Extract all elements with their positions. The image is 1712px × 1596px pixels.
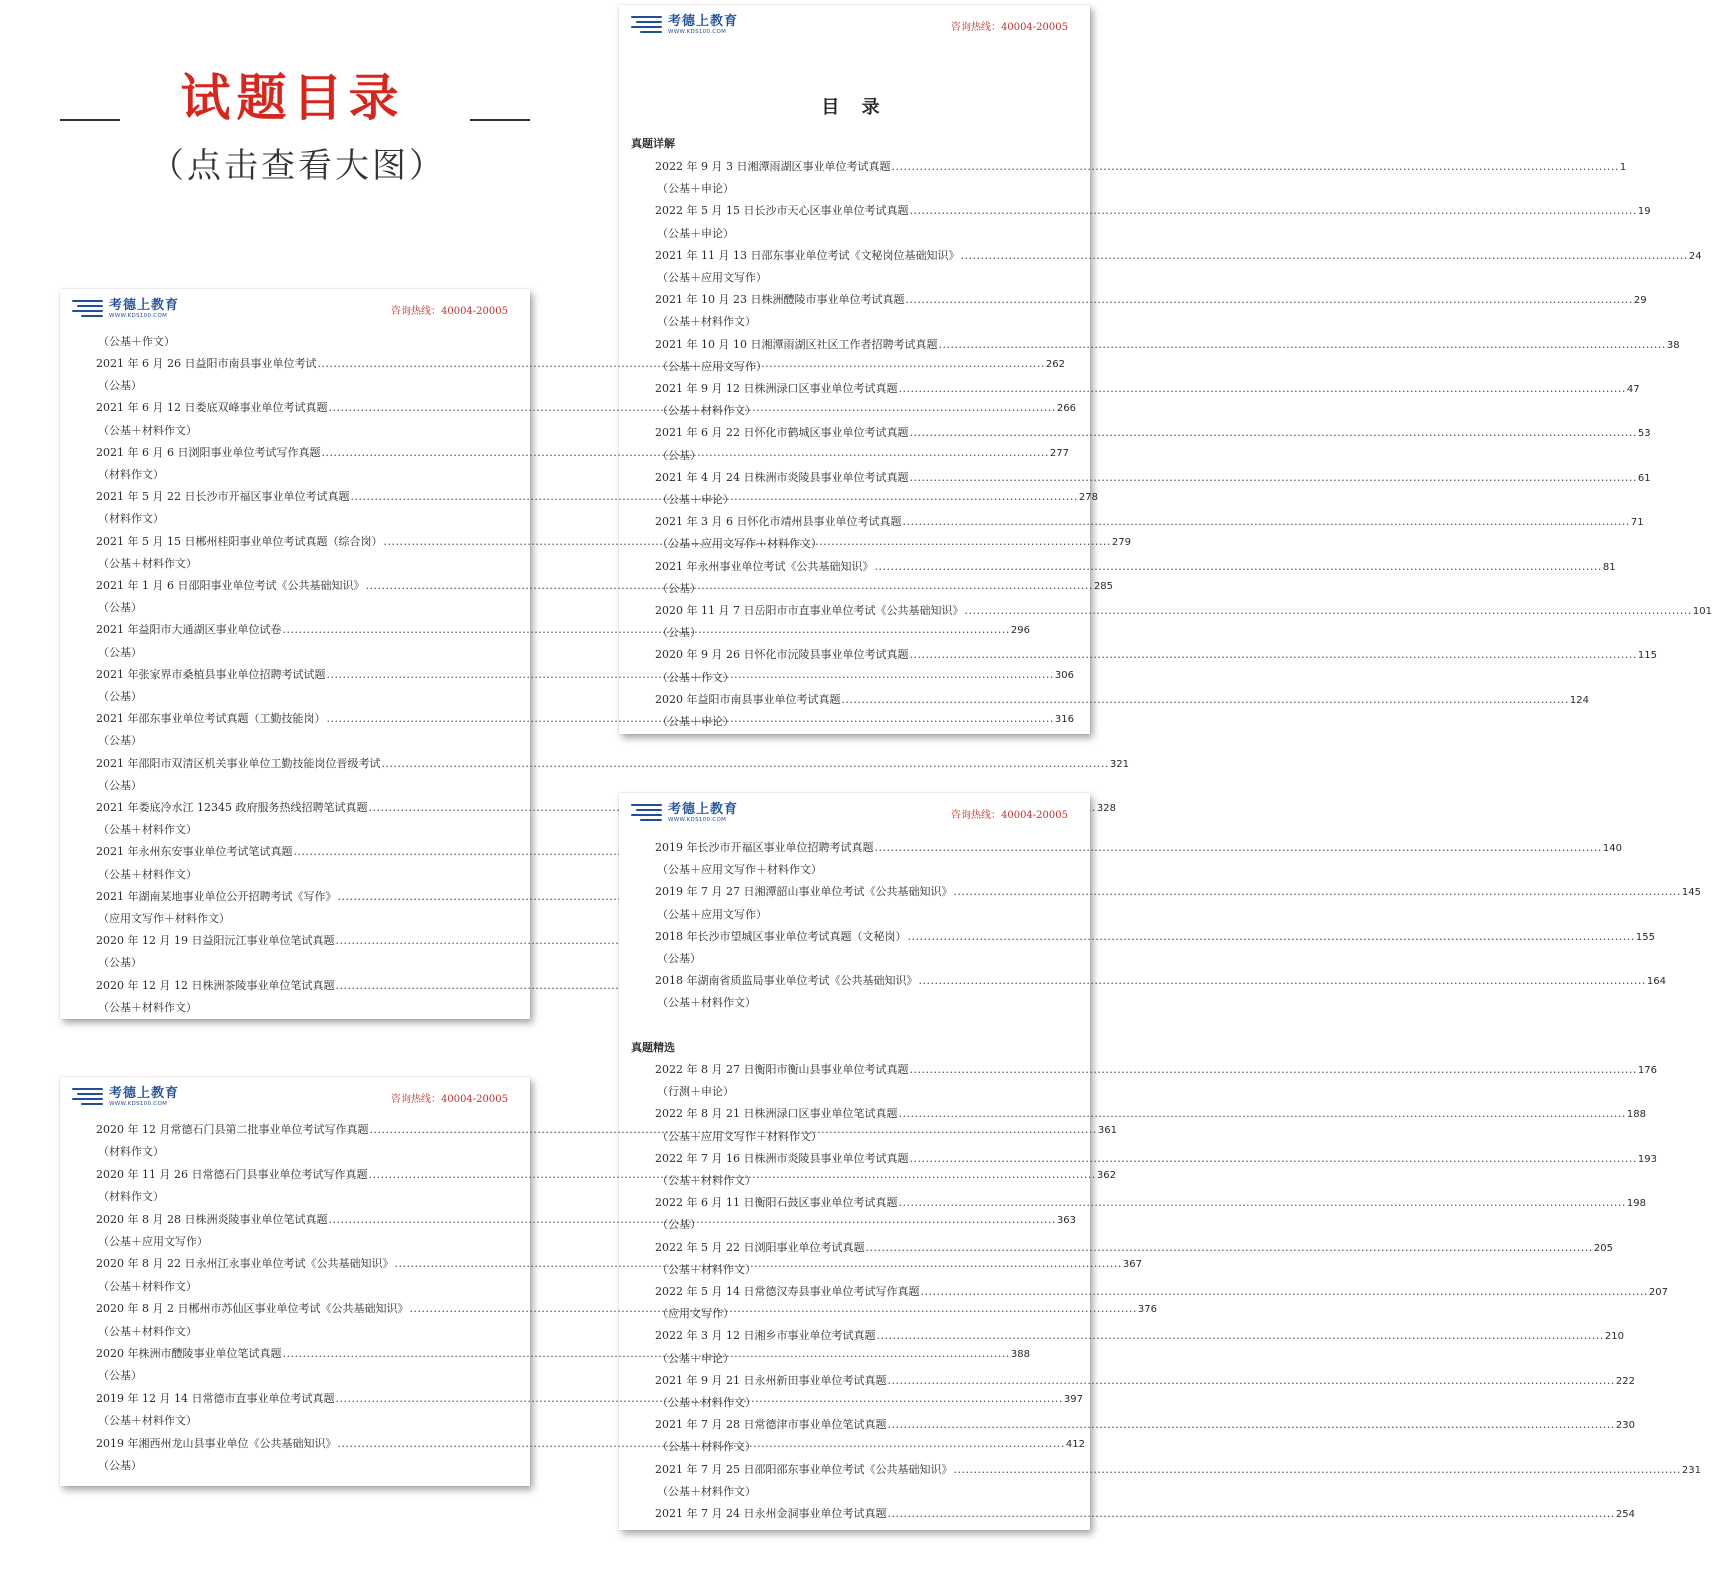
brand-url: WWW.KDS100.COM	[668, 29, 727, 36]
toc-entry-page: 362	[1096, 1169, 1116, 1181]
hero-title: 试题目录	[180, 69, 405, 127]
leader-dots	[938, 338, 1665, 351]
toc-entry-title: 2021 年 6 月 26 日益阳市南县事业单位考试	[96, 357, 317, 370]
toc-entry-page: 222	[1615, 1375, 1635, 1387]
toc-entry-page: 397	[1063, 1393, 1083, 1405]
toc-note: （公基＋材料作文）	[657, 1484, 756, 1498]
toc-entry[interactable]	[655, 513, 1644, 535]
toc-entry[interactable]	[655, 1416, 1635, 1438]
toc-note: （材料作文）	[98, 1145, 164, 1159]
toc-note: （公基）	[657, 626, 701, 640]
toc-entry-page: 412	[1065, 1438, 1085, 1450]
toc-entry-title: 2019 年 12 月 14 日常德市直事业单位考试真题	[96, 1391, 335, 1405]
toc-entry[interactable]	[655, 691, 1589, 713]
hero-rule-right	[470, 119, 530, 121]
leader-dots	[960, 249, 1687, 262]
brand-url: WWW.KDS100.COM	[668, 817, 727, 824]
leader-dots	[394, 1257, 1121, 1270]
toc-note: （公基＋材料作文）	[657, 315, 756, 329]
toc-note: （公基＋申论）	[657, 226, 734, 240]
leader-dots	[905, 293, 1632, 306]
toc-entry[interactable]	[96, 932, 510, 954]
toc-note: （公基＋应用文写作＋材料作文）	[657, 537, 822, 551]
toc-entry-page: 285	[1093, 581, 1113, 592]
toc-entry[interactable]	[655, 380, 1640, 402]
brand-name: 考德上教育	[109, 1086, 180, 1102]
toc-entry-title: 2018 年湖南省质监局事业单位考试《公共基础知识》	[655, 974, 918, 988]
toc-entry-page: 47	[1626, 384, 1640, 395]
toc-note: （公基＋材料作文）	[657, 404, 756, 418]
toc-note: （公基＋申论）	[657, 493, 734, 506]
toc-note: （公基）	[98, 956, 142, 970]
toc-entry-page: 207	[1648, 1287, 1668, 1298]
toc-entry[interactable]	[655, 839, 1622, 861]
toc-entry[interactable]	[655, 1372, 1635, 1394]
toc-entry-title: 2021 年邵东事业单位考试真题（工勤技能岗）	[96, 712, 326, 726]
toc-entry[interactable]	[655, 469, 1651, 491]
toc-entry[interactable]	[655, 602, 1712, 624]
toc-note: （公基＋材料作文）	[98, 556, 197, 570]
toc-entry-page: 367	[1122, 1259, 1142, 1271]
toc-entry[interactable]	[655, 928, 1655, 950]
leader-dots	[321, 446, 1048, 459]
toc-entry-title: 2021 年 5 月 22 日长沙市开福区事业单位考试真题	[96, 490, 350, 504]
brand-url: WWW.KDS100.COM	[109, 1101, 168, 1108]
page-heading: 目 录	[821, 97, 888, 118]
toc-entry-title: 2020 年 8 月 22 日永州江永事业单位考试《公共基础知识》	[96, 1257, 394, 1271]
leader-dots	[887, 1507, 1614, 1520]
toc-entry[interactable]	[96, 843, 510, 865]
toc-entry-page: 176	[1637, 1065, 1657, 1076]
leader-dots	[875, 560, 1602, 573]
toc-entry-title: 2021 年 7 月 28 日常德津市事业单位笔试真题	[655, 1418, 887, 1432]
toc-entry[interactable]	[655, 1061, 1657, 1083]
toc-entry-page: 38	[1666, 339, 1680, 351]
toc-entry-page: 140	[1602, 843, 1622, 854]
leader-dots	[964, 604, 1691, 617]
toc-entry-page: 262	[1045, 359, 1065, 370]
toc-entry[interactable]	[96, 755, 1129, 777]
leader-dots	[920, 1285, 1647, 1298]
toc-entry-page: 115	[1637, 650, 1657, 662]
toc-entry-title: 2021 年 9 月 12 日株洲渌口区事业单位考试真题	[655, 382, 898, 395]
brand-url: WWW.KDS100.COM	[109, 313, 168, 320]
toc-entry-page: 278	[1078, 492, 1098, 504]
toc-note: （公基＋材料作文）	[657, 1396, 756, 1409]
section-title: 真题精选	[631, 1041, 675, 1054]
toc-entry-title: 2020 年 9 月 26 日怀化市沅陵县事业单位考试真题	[655, 648, 909, 662]
toc-entry-page: 361	[1097, 1125, 1117, 1136]
toc-note: （公基＋应用文写作）	[98, 1235, 208, 1248]
toc-entry[interactable]	[655, 424, 1651, 446]
toc-entry-page: 53	[1637, 428, 1651, 440]
toc-entry-title: 2021 年 5 月 15 日郴州桂阳事业单位考试真题（综合岗）	[96, 534, 383, 548]
toc-entry[interactable]	[655, 1461, 1701, 1483]
leader-dots	[327, 712, 1054, 725]
toc-entry-title: 2021 年 11 月 13 日邵东事业单位考试《文秘岗位基础知识》	[655, 248, 960, 262]
toc-entry-title: 2021 年 3 月 6 日怀化市靖州县事业单位考试真题	[655, 515, 902, 529]
leader-dots	[409, 1302, 1136, 1315]
toc-entry-title: 2020 年 12 月常德石门县第二批事业单位考试写作真题	[96, 1123, 369, 1136]
brand-name: 考德上教育	[668, 14, 739, 30]
toc-entry-page: 210	[1604, 1331, 1624, 1343]
toc-entry-title: 2021 年 4 月 24 日株洲市炎陵县事业单位考试真题	[655, 470, 909, 484]
toc-note: （公基＋作文）	[98, 335, 175, 348]
toc-entry-title: 2021 年娄底冷水江 12345 政府服务热线招聘笔试真题	[96, 801, 368, 814]
toc-note: （公基＋材料作文）	[98, 1324, 197, 1338]
leader-dots	[865, 1241, 1592, 1254]
leader-dots	[328, 401, 1055, 414]
hotline-text: 咨询热线：40004-20005	[390, 306, 508, 317]
toc-note: （公基＋材料作文）	[657, 996, 756, 1010]
toc-entry-title: 2022 年 5 月 15 日长沙市天心区事业单位考试真题	[655, 204, 909, 218]
toc-entry-title: 2021 年永州事业单位考试《公共基础知识》	[655, 559, 874, 573]
toc-entry-page: 198	[1626, 1198, 1646, 1210]
toc-entry-title: 2020 年 11 月 26 日常德石门县事业单位考试写作真题	[96, 1167, 368, 1181]
toc-entry-title: 2022 年 8 月 27 日衡阳市衡山县事业单位考试真题	[655, 1063, 909, 1076]
toc-entry-title: 2021 年永州东安事业单位考试笔试真题	[96, 845, 293, 859]
leader-dots	[898, 1107, 1625, 1120]
toc-entry-title: 2021 年张家界市桑植县事业单位招聘考试试题	[96, 667, 326, 681]
toc-entry-page: 164	[1646, 976, 1666, 988]
leader-dots	[369, 1123, 1096, 1136]
toc-note: （公基＋申论）	[657, 715, 734, 728]
toc-note: （公基＋材料作文）	[98, 867, 197, 881]
toc-entry-title: 2021 年 7 月 25 日邵阳邵东事业单位考试《公共基础知识》	[655, 1462, 953, 1476]
toc-entry[interactable]	[655, 558, 1616, 580]
toc-entry-title: 2020 年 11 月 7 日岳阳市市直事业单位考试《公共基础知识》	[655, 604, 964, 617]
leader-dots	[328, 1213, 1055, 1226]
toc-entry-title: 2021 年益阳市大通湖区事业单位试卷	[96, 623, 282, 637]
toc-note: （公基＋作文）	[657, 670, 734, 684]
toc-entry-title: 2022 年 3 月 12 日湘乡市事业单位考试真题	[655, 1329, 876, 1343]
toc-entry-page: 205	[1593, 1242, 1613, 1254]
leader-dots	[902, 515, 1629, 528]
toc-entry-title: 2020 年株洲市醴陵事业单位笔试真题	[96, 1347, 282, 1360]
toc-entry-page: 19	[1637, 206, 1651, 218]
brand-name: 考德上教育	[668, 802, 739, 818]
toc-entry-title: 2020 年 12 月 19 日益阳沅江事业单位笔试真题	[96, 934, 335, 948]
toc-note: （公基）	[657, 952, 701, 965]
leader-dots	[953, 1463, 1680, 1476]
leader-dots	[368, 1168, 1095, 1181]
toc-note: （公基＋申论）	[657, 182, 734, 196]
leader-dots	[908, 930, 1635, 943]
toc-entry-page: 279	[1111, 536, 1131, 548]
leader-dots	[909, 471, 1636, 484]
toc-entry-title: 2022 年 8 月 21 日株洲渌口区事业单位笔试真题	[655, 1107, 898, 1121]
toc-entry-title: 2021 年 10 月 23 日株洲醴陵市事业单位考试真题	[655, 293, 905, 307]
toc-entry-page: 193	[1637, 1153, 1657, 1165]
toc-note: （公基＋材料作文）	[657, 1174, 756, 1187]
toc-entry-title: 2021 年 6 月 12 日娄底双峰事业单位考试真题	[96, 401, 328, 415]
toc-entry-page: 316	[1054, 714, 1074, 726]
toc-note: （公基）	[98, 778, 142, 792]
toc-entry-title: 2020 年 12 月 12 日株洲茶陵事业单位笔试真题	[96, 978, 335, 992]
toc-note: （应用文写作＋材料作文）	[98, 912, 230, 925]
toc-note: （材料作文）	[98, 468, 164, 481]
toc-note: （公基）	[98, 379, 142, 393]
toc-note: （材料作文）	[98, 512, 164, 526]
leader-dots	[876, 1329, 1603, 1342]
leader-dots	[335, 1392, 1062, 1405]
leader-dots	[898, 1196, 1625, 1209]
toc-note: （公基＋材料作文）	[98, 423, 197, 437]
toc-entry-page: 101	[1692, 606, 1712, 617]
toc-entry-title: 2020 年益阳市南县事业单位考试真题	[655, 692, 841, 706]
hero-rule-left	[60, 119, 120, 121]
toc-entry[interactable]	[655, 883, 1701, 905]
toc-entry-title: 2022 年 5 月 22 日浏阳事业单位考试真题	[655, 1240, 865, 1254]
hotline-text: 咨询热线：40004-20005	[390, 1094, 508, 1105]
toc-entry-page: 124	[1569, 694, 1589, 706]
toc-note: （公基＋材料作文）	[98, 1000, 197, 1014]
leader-dots	[909, 426, 1636, 439]
toc-entry-page: 24	[1688, 250, 1702, 262]
toc-entry-page: 29	[1633, 295, 1647, 307]
toc-entry-title: 2021 年 7 月 24 日永州金洞事业单位考试真题	[655, 1507, 887, 1520]
toc-note: （公基）	[98, 734, 142, 748]
toc-note: （公基＋应用文写作）	[657, 271, 767, 284]
leader-dots	[887, 1374, 1614, 1387]
toc-entry[interactable]	[655, 1505, 1635, 1527]
toc-entry[interactable]	[655, 247, 1702, 269]
toc-entry[interactable]	[655, 202, 1651, 224]
toc-entry[interactable]	[655, 291, 1647, 313]
toc-note: （公基＋应用文写作＋材料作文）	[657, 1129, 822, 1143]
toc-entry-title: 2021 年 10 月 10 日湘潭雨湖区社区工作者招聘考试真题	[655, 337, 938, 351]
toc-note: （公基＋材料作文）	[657, 1440, 756, 1454]
toc-entry-title: 2021 年邵阳市双清区机关事业单位工勤技能岗位晋级考试	[96, 756, 381, 770]
toc-entry[interactable]	[655, 972, 1666, 994]
toc-entry-page: 296	[1010, 625, 1030, 637]
brand-name: 考德上教育	[109, 298, 180, 314]
toc-entry-page: 321	[1109, 758, 1129, 770]
leader-dots	[953, 885, 1680, 898]
leader-dots	[891, 160, 1618, 173]
toc-entry[interactable]	[655, 158, 1627, 180]
leader-dots	[909, 204, 1636, 217]
toc-entry-title: 2019 年湘西州龙山县事业单位《公共基础知识》	[96, 1436, 337, 1450]
toc-entry-title: 2021 年 6 月 22 日怀化市鹤城区事业单位考试真题	[655, 426, 909, 440]
leader-dots	[283, 623, 1010, 636]
toc-note: （公基＋应用文写作）	[657, 907, 767, 921]
toc-entry-page: 388	[1010, 1349, 1030, 1360]
toc-entry-title: 2022 年 7 月 16 日株洲市炎陵县事业单位考试真题	[655, 1151, 909, 1165]
toc-entry-title: 2022 年 9 月 3 日湘潭雨湖区事业单位考试真题	[655, 160, 891, 173]
toc-note: （公基）	[98, 1369, 142, 1383]
leader-dots	[327, 668, 1054, 681]
toc-entry-title: 2019 年 7 月 27 日湘潭韶山事业单位考试《公共基础知识》	[655, 885, 953, 899]
leader-dots	[382, 757, 1109, 770]
toc-entry-page: 1	[1619, 162, 1627, 173]
toc-entry[interactable]	[96, 888, 510, 910]
hotline-text: 咨询热线：40004-20005	[950, 810, 1068, 821]
toc-entry-title: 2022 年 5 月 14 日常德汉寿县事业单位考试写作真题	[655, 1285, 920, 1298]
toc-entry-page: 277	[1049, 447, 1069, 459]
toc-note: （公基）	[98, 601, 142, 615]
toc-entry-title: 2021 年 9 月 21 日永州新田事业单位考试真题	[655, 1373, 887, 1387]
toc-note: （公基）	[657, 581, 701, 595]
leader-dots	[317, 357, 1044, 370]
toc-entry-title: 2022 年 6 月 11 日衡阳石鼓区事业单位考试真题	[655, 1196, 898, 1210]
toc-note: （公基＋材料作文）	[98, 1414, 197, 1428]
toc-entry-page: 61	[1637, 472, 1651, 484]
toc-entry-title: 2019 年长沙市开福区事业单位招聘考试真题	[655, 841, 874, 854]
toc-entry-title: 2021 年湖南某地事业单位公开招聘考试《写作》	[96, 889, 337, 903]
section-title: 真题详解	[631, 137, 675, 150]
leader-dots	[283, 1347, 1010, 1360]
leader-dots	[909, 1152, 1636, 1165]
leader-dots	[887, 1418, 1614, 1431]
toc-note: （公基＋材料作文）	[98, 823, 197, 837]
toc-entry-title: 2021 年 6 月 6 日浏阳事业单位考试写作真题	[96, 445, 321, 459]
hotline-text: 咨询热线：40004-20005	[950, 22, 1068, 33]
toc-entry-title: 2020 年 8 月 2 日郴州市苏仙区事业单位考试《公共基础知识》	[96, 1302, 409, 1316]
toc-entry-title: 2021 年 1 月 6 日邵阳事业单位考试《公共基础知识》	[96, 579, 365, 592]
toc-entry-page: 306	[1054, 669, 1074, 681]
toc-entry-page: 188	[1626, 1109, 1646, 1121]
leader-dots	[875, 841, 1602, 854]
toc-entry-page: 71	[1630, 517, 1644, 529]
toc-entry-title: 2018 年长沙市望城区事业单位考试真题（文秘岗）	[655, 929, 907, 943]
toc-entry-page: 230	[1615, 1420, 1635, 1432]
toc-note: （公基＋应用文写作）	[657, 359, 767, 373]
toc-note: （公基＋材料作文）	[657, 1262, 756, 1276]
leader-dots	[909, 1063, 1636, 1076]
toc-entry[interactable]	[655, 336, 1680, 358]
toc-entry-title: 2020 年 8 月 28 日株洲炎陵事业单位笔试真题	[96, 1212, 328, 1226]
toc-entry-page: 145	[1681, 887, 1701, 899]
toc-note: （公基）	[98, 690, 142, 703]
toc-entry-page: 254	[1615, 1509, 1635, 1520]
toc-entry-page: 231	[1681, 1464, 1701, 1476]
toc-entry-page: 376	[1137, 1304, 1157, 1316]
toc-note: （材料作文）	[98, 1190, 164, 1204]
leader-dots	[338, 1437, 1065, 1450]
leader-dots	[898, 382, 1625, 395]
toc-note: （应用文写作）	[657, 1307, 734, 1321]
leader-dots	[365, 579, 1092, 592]
leader-dots	[383, 535, 1110, 548]
toc-note: （公基）	[98, 645, 142, 659]
toc-note: （公基）	[657, 1218, 701, 1232]
toc-entry-page: 328	[1096, 803, 1116, 814]
toc-note: （行测＋申论）	[657, 1085, 734, 1099]
toc-note: （公基）	[98, 1459, 142, 1472]
toc-entry-page: 155	[1635, 931, 1655, 943]
hero-subtitle[interactable]: （点击查看大图）	[150, 146, 446, 186]
toc-note: （公基＋应用文写作＋材料作文）	[657, 863, 822, 877]
toc-entry[interactable]	[96, 977, 510, 999]
toc-entry-page: 81	[1602, 561, 1616, 573]
toc-entry-page: 363	[1056, 1214, 1076, 1226]
toc-entry-page: 266	[1056, 403, 1076, 415]
toc-note: （公基＋材料作文）	[98, 1279, 197, 1293]
leader-dots	[350, 490, 1077, 503]
toc-note: （公基＋申论）	[657, 1351, 734, 1365]
toc-note: （公基）	[657, 448, 701, 462]
toc-entry[interactable]	[655, 646, 1657, 668]
leader-dots	[909, 648, 1636, 661]
leader-dots	[919, 974, 1646, 987]
leader-dots	[842, 693, 1569, 706]
